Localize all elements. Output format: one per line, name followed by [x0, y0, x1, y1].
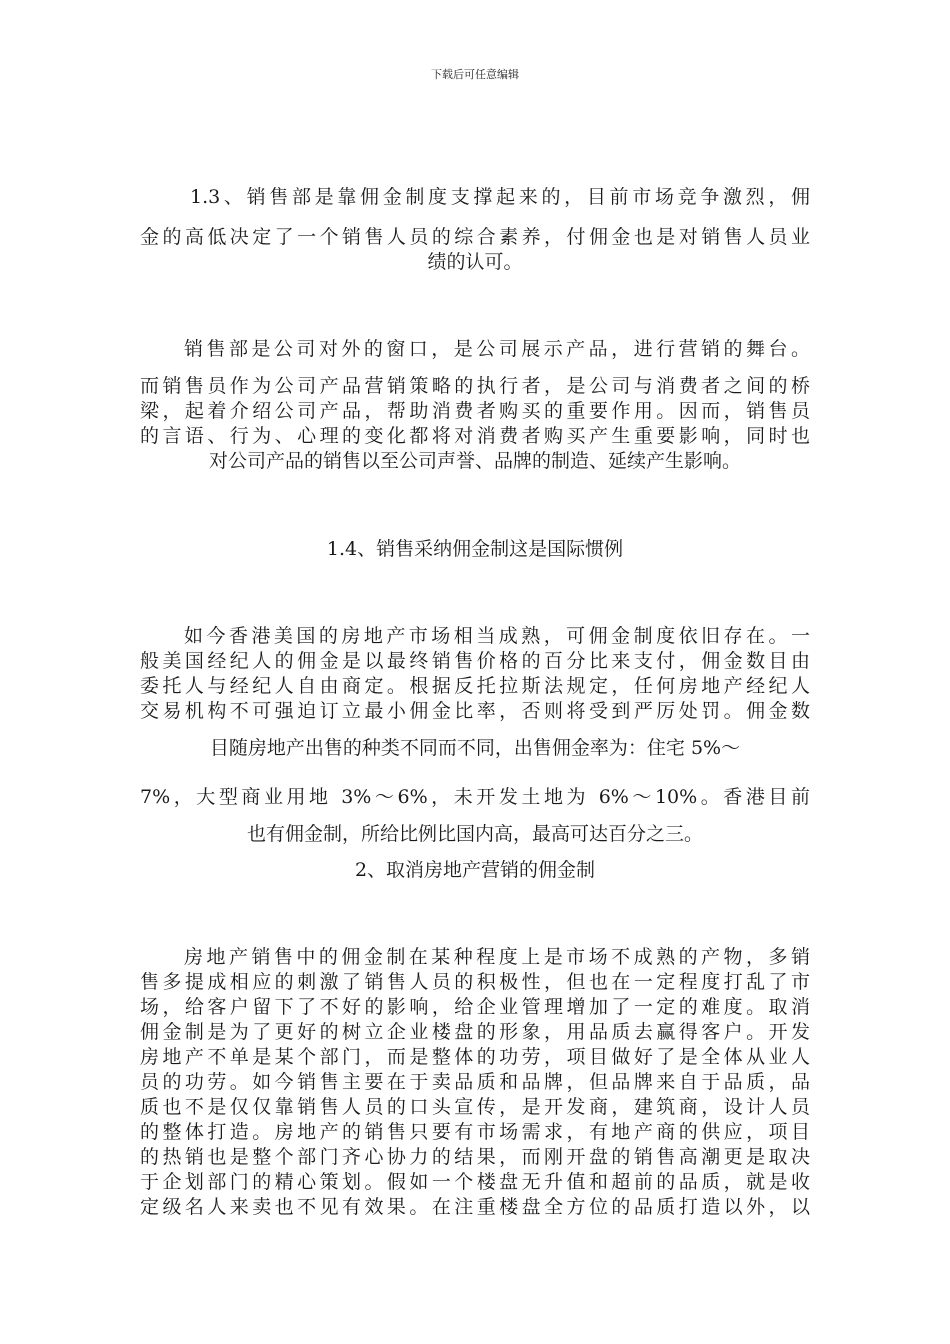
- text-line: 房地产不单是某个部门，而是整体的功劳，项目做好了是全体从业人: [140, 1046, 810, 1068]
- text-line: 定级名人来卖也不见有效果。在注重楼盘全方位的品质打造以外，以: [140, 1196, 810, 1218]
- text-line: 的整体打造。房地产的销售只要有市场需求，有地产商的供应，项目: [140, 1121, 810, 1143]
- text-line: 房地产销售中的佣金制在某种程度上是市场不成熟的产物，多销: [184, 946, 810, 968]
- text-line: 佣金制是为了更好的树立企业楼盘的形象，用品质去赢得客户。开发: [140, 1021, 810, 1043]
- text-line: 般美国经纪人的佣金是以最终销售价格的百分比来支付，佣金数目由: [140, 650, 810, 672]
- text-line: 绩的认可。: [427, 251, 523, 273]
- text-line: 而销售员作为公司产品营销策略的执行者，是公司与消费者之间的桥: [140, 375, 810, 397]
- text-line: 对公司产品的销售以至公司声誉、品牌的制造、延续产生影响。: [208, 450, 741, 472]
- text-line: 的言语、行为、心理的变化都将对消费者购买产生重要影响，同时也: [140, 425, 810, 447]
- text-line: 也有佣金制，所给比例比国内高，最高可达百分之三。: [246, 823, 703, 845]
- text-line: 场，给客户留下了不好的影响，给企业管理增加了一定的难度。取消: [140, 996, 810, 1018]
- text-line: 目随房地产出售的种类不同而不同，出售佣金率为：住宅 5%～: [209, 737, 741, 759]
- text-line: 梁，起着介绍公司产品，帮助消费者购买的重要作用。因而，销售员: [140, 400, 810, 422]
- text-line: 金的高低决定了一个销售人员的综合素养，付佣金也是对销售人员业: [140, 226, 810, 248]
- text-line: 交易机构不可强迫订立最小佣金比率，否则将受到严厉处罚。佣金数: [140, 700, 810, 722]
- text-line: 如今香港美国的房地产市场相当成熟，可佣金制度依旧存在。一: [184, 625, 810, 647]
- text-line: 质也不是仅仅靠销售人员的口头宣传，是开发商，建筑商，设计人员: [140, 1096, 810, 1118]
- text-line: 1.3、销售部是靠佣金制度支撑起来的，目前市场竞争激烈，佣: [190, 186, 810, 208]
- text-line: 售多提成相应的刺激了销售人员的积极性，但也在一定程度打乱了市: [140, 971, 810, 993]
- page-header: 下载后可任意编辑: [431, 68, 519, 81]
- heading-line: 1.4、销售采纳佣金制这是国际惯例: [326, 538, 624, 560]
- text-line: 员的功劳。如今销售主要在于卖品质和品牌，但品牌来自于品质，品: [140, 1071, 810, 1093]
- text-line: 委托人与经纪人自由商定。根据反托拉斯法规定，任何房地产经纪人: [140, 675, 810, 697]
- text-line: 7%，大型商业用地 3%～6%，未开发土地为 6%～10%。香港目前: [140, 786, 810, 808]
- text-line: 销售部是公司对外的窗口，是公司展示产品，进行营销的舞台。: [184, 338, 810, 360]
- text-line: 的热销也是整个部门齐心协力的结果，而刚开盘的销售高潮更是取决: [140, 1146, 810, 1168]
- text-line: 于企划部门的精心策划。假如一个楼盘无升值和超前的品质，就是收: [140, 1171, 810, 1193]
- heading-line: 2、取消房地产营销的佣金制: [354, 859, 596, 881]
